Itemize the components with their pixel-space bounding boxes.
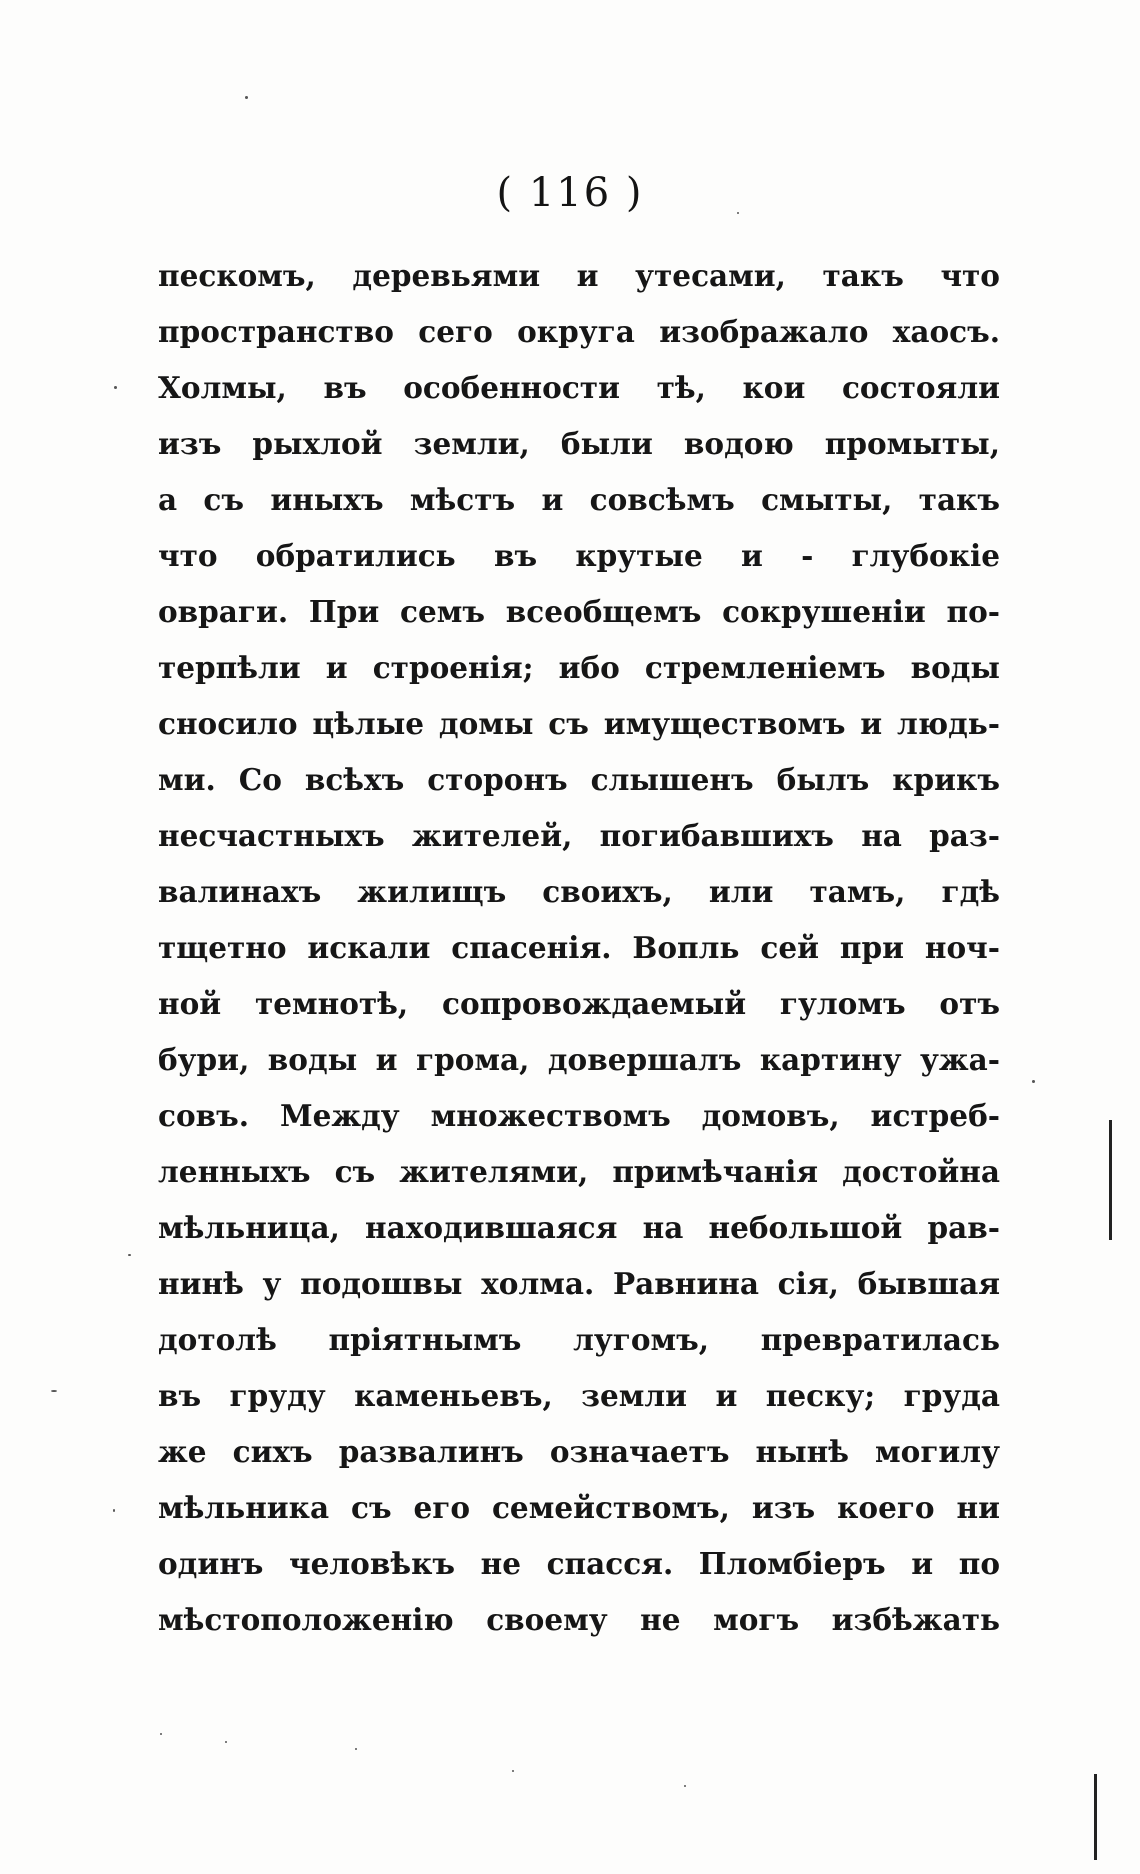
scan-speck: [355, 1748, 357, 1750]
text-line: одинъ человѣкъ не спасся. Пломбіеръ и по: [158, 1546, 1000, 1581]
text-line: ленныхъ съ жителями, примѣчанія достойна: [158, 1154, 1000, 1189]
text-line: пространство сего округа изображало хаосъ.: [158, 314, 1000, 349]
text-line: овраги. При семъ всеобщемъ сокрушеніи по-: [158, 594, 1000, 629]
scan-speck: [160, 1733, 162, 1735]
scan-speck: [737, 212, 739, 214]
scan-speck: [1032, 1080, 1035, 1083]
text-line: дотолѣ пріятнымъ лугомъ, превратилась: [158, 1322, 1000, 1357]
text-line: нинѣ у подошвы холма. Равнина сія, бывшая: [158, 1266, 1000, 1301]
text-line: въ груду каменьевъ, земли и песку; груда: [158, 1378, 1000, 1413]
text-line: терпѣли и строенія; ибо стремленіемъ воды: [158, 650, 1000, 685]
text-line: ной темнотѣ, сопровождаемый гуломъ отъ: [158, 986, 1000, 1021]
text-line: сносило цѣлые домы съ имуществомъ и людь-: [158, 706, 1000, 741]
scan-edge-mark: [1094, 1774, 1097, 1860]
scan-speck: [128, 1254, 131, 1256]
scan-speck: [113, 1509, 115, 1512]
text-line: же сихъ развалинъ означаетъ нынѣ могилу: [158, 1434, 1000, 1469]
scan-speck: [684, 1785, 686, 1787]
text-line: а съ иныхъ мѣстъ и совсѣмъ смыты, такъ: [158, 482, 1000, 517]
scan-speck: [245, 96, 248, 99]
page-number: ( 116 ): [496, 170, 644, 216]
scan-speck: [51, 1390, 57, 1392]
scan-speck: [512, 1770, 514, 1772]
text-line: мѣстоположенію своему не могъ избѣжать: [158, 1602, 1000, 1637]
text-line: пескомъ, деревьями и утесами, такъ что: [158, 258, 1000, 293]
text-line: что обратились въ крутые и - глубокіе: [158, 538, 1000, 573]
scan-speck: [114, 386, 117, 389]
text-line: тщетно искали спасенія. Вопль сей при ноч-: [158, 930, 1000, 965]
text-line: мѣльника съ его семействомъ, изъ коего ни: [158, 1490, 1000, 1525]
text-line: несчастныхъ жителей, погибавшихъ на раз-: [158, 818, 1000, 853]
scan-edge-mark: [1109, 1120, 1112, 1240]
text-line: ми. Со всѣхъ сторонъ слышенъ былъ крикъ: [158, 762, 1000, 797]
scan-speck: [225, 1741, 227, 1743]
text-line: мѣльница, находившаяся на небольшой рав-: [158, 1210, 1000, 1245]
text-line: бури, воды и грома, довершалъ картину ужа-: [158, 1042, 1000, 1077]
text-line: совъ. Между множествомъ домовъ, истреб-: [158, 1098, 1000, 1133]
text-line: валинахъ жилищъ своихъ, или тамъ, гдѣ: [158, 874, 1000, 909]
text-line: изъ рыхлой земли, были водою промыты,: [158, 426, 1000, 461]
text-line: Холмы, въ особенности тѣ, кои состояли: [158, 370, 1000, 405]
body-text: [158, 248, 1000, 1648]
